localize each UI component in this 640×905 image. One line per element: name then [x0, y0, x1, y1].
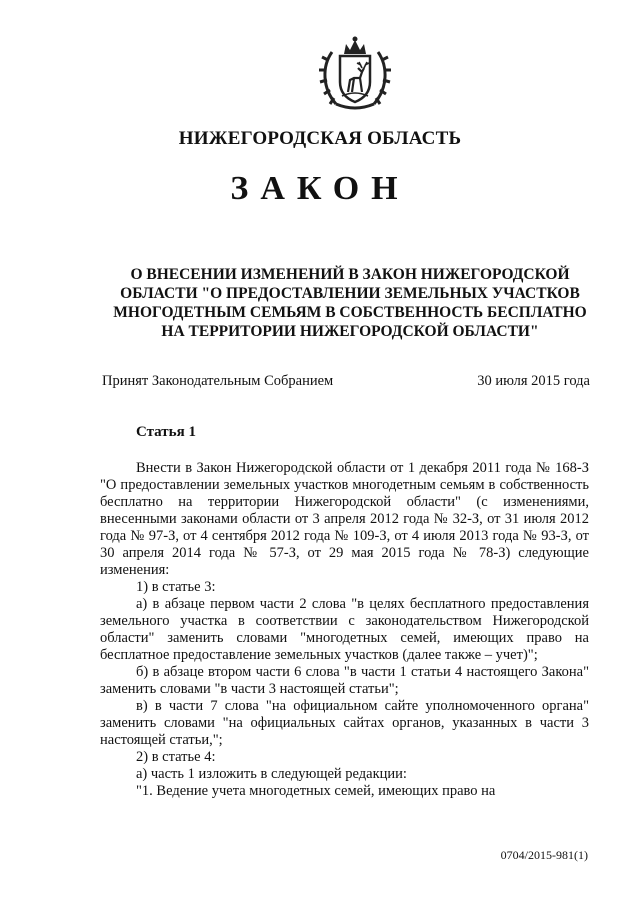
- article-paragraph: а) в абзаце первом части 2 слова "в целях бесплатного предоставления земельного участка в соответствии с законодательством Нижегородской области" заменить словами "многодетных семей, имеющих право на бесплатное предоставление земельных участков (далее также – учет)";: [100, 596, 589, 663]
- adoption-line: [102, 373, 590, 390]
- article-paragraph: 2) в статье 4:: [136, 749, 216, 765]
- article-paragraph: 1) в статье 3:: [136, 579, 216, 595]
- article-body: [100, 460, 589, 800]
- article-paragraph: б) в абзаце втором части 6 слова "в части 1 статьи 4 настоящего Закона" заменить словами "в части 3 настоящей статьи";: [100, 664, 589, 697]
- law-title: [110, 265, 590, 341]
- article-paragraph: а) часть 1 изложить в следующей редакции:: [136, 766, 407, 782]
- law-title-line: НА ТЕРРИТОРИИ НИЖЕГОРОДСКОЙ ОБЛАСТИ": [161, 323, 539, 340]
- law-title-line: О ВНЕСЕНИИ ИЗМЕНЕНИЙ В ЗАКОН НИЖЕГОРОДСКОЙ: [130, 266, 570, 283]
- article-paragraph: Внести в Закон Нижегородской области от 1 декабря 2011 года № 168-З "О предоставлении земельных участков многодетным семьям в собственность бесплатно на территории Нижегородской области" (с изменениями, внесенными законами области от 3 апреля 2012 года № 32-З, от 31 июля 2012 года № 97-З, от 4 сентября 2012 года № 109-З, от 4 июля 2013 года № 93-З, от 30 апреля 2014 года № 57-З, от 29 мая 2015 года № 78-З) следующие изменения:: [100, 460, 589, 578]
- document-type: ЗАКОН: [230, 170, 410, 207]
- law-title-line: МНОГОДЕТНЫМ СЕМЬЯМ В СОБСТВЕННОСТЬ БЕСПЛАТНО: [113, 304, 587, 321]
- adopted-by: Принят Законодательным Собранием: [102, 373, 334, 389]
- article-paragraph: "1. Ведение учета многодетных семей, имеющих право на: [136, 783, 496, 799]
- article-heading: Статья 1: [136, 424, 196, 440]
- adoption-date: 30 июля 2015 года: [477, 373, 590, 389]
- law-title-line: ОБЛАСТИ "О ПРЕДОСТАВЛЕНИИ ЗЕМЕЛЬНЫХ УЧАСТКОВ: [120, 285, 580, 302]
- document-code: 0704/2015-981(1): [500, 848, 588, 862]
- region-name: НИЖЕГОРОДСКАЯ ОБЛАСТЬ: [178, 128, 462, 149]
- coat-of-arms-icon: [318, 32, 392, 114]
- article-paragraph: в) в части 7 слова "на официальном сайте уполномоченного органа" заменить словами "на официальных сайтах органов, указанных в части 3 настоящей статьи,";: [100, 698, 589, 748]
